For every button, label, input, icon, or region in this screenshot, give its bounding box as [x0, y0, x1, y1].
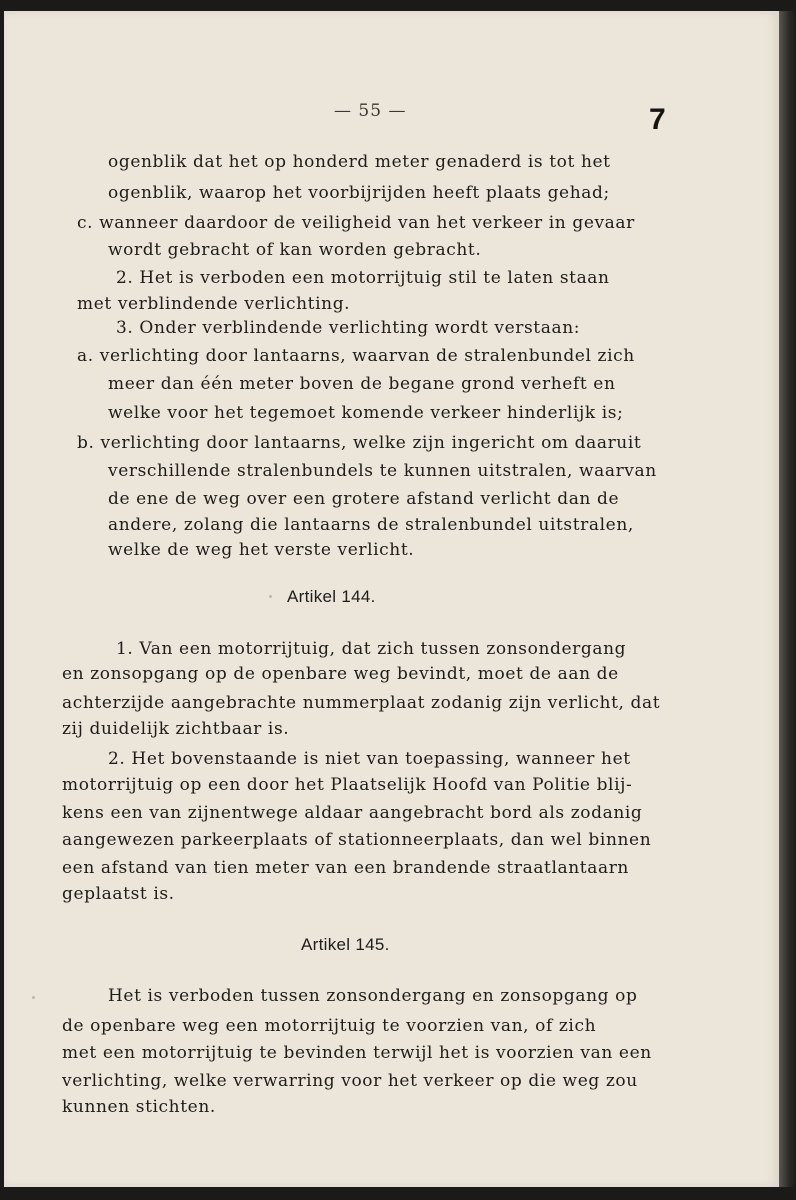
article-144-heading: Artikel 144. — [287, 587, 376, 606]
body-line: de ene de weg over een grotere afstand verlicht dan de — [108, 489, 620, 509]
article-145-line: Het is verboden tussen zonsondergang en zonsopgang op — [108, 986, 638, 1006]
body-line: c. wanneer daardoor de veiligheid van het verkeer in gevaar — [77, 213, 635, 233]
body-line: 2. Het is verboden een motorrijtuig stil te laten staan — [116, 268, 610, 288]
book-page — [4, 11, 779, 1187]
body-line: b. verlichting door lantaarns, welke zijn ingericht om daaruit — [77, 433, 642, 453]
article-145-heading: Artikel 145. — [301, 935, 390, 954]
body-line: met verblindende verlichting. — [77, 294, 351, 314]
article-144-line: geplaatst is. — [62, 884, 175, 904]
signature-mark: 7 — [649, 103, 666, 136]
body-line: welke voor het tegemoet komende verkeer hinderlijk is; — [108, 403, 624, 423]
paper-speck — [269, 595, 272, 598]
body-line: wordt gebracht of kan worden gebracht. — [108, 240, 482, 260]
page-number: — 55 — — [334, 101, 407, 121]
article-144-line: zij duidelijk zichtbaar is. — [62, 719, 290, 739]
body-line: ogenblik dat het op honderd meter genaderd is tot het — [108, 152, 611, 172]
body-line: a. verlichting door lantaarns, waarvan de stralenbundel zich — [77, 346, 635, 366]
body-line: verschillende stralenbundels te kunnen uitstralen, waarvan — [108, 461, 657, 481]
article-144-line: 2. Het bovenstaande is niet van toepassing, wanneer het — [108, 749, 631, 769]
article-144-line: een afstand van tien meter van een brandende straatlantaarn — [62, 858, 629, 878]
body-line: welke de weg het verste verlicht. — [108, 540, 415, 560]
body-line: 3. Onder verblindende verlichting wordt verstaan: — [116, 318, 581, 338]
article-144-line: achterzijde aangebrachte nummerplaat zodanig zijn verlicht, dat — [62, 693, 661, 713]
paper-speck — [32, 996, 35, 999]
article-145-line: met een motorrijtuig te bevinden terwijl het is voorzien van een — [62, 1043, 652, 1063]
article-144-line: 1. Van een motorrijtuig, dat zich tussen zonsondergang — [116, 639, 627, 659]
article-144-line: en zonsopgang op de openbare weg bevindt, moet de aan de — [62, 664, 619, 684]
article-144-line: motorrijtuig op een door het Plaatselijk Hoofd van Politie blij- — [62, 775, 633, 795]
body-line: andere, zolang die lantaarns de stralenbundel uitstralen, — [108, 515, 634, 535]
page-edge-shadow — [779, 11, 796, 1187]
article-145-line: de openbare weg een motorrijtuig te voorzien van, of zich — [62, 1016, 597, 1036]
article-145-line: verlichting, welke verwarring voor het verkeer op die weg zou — [62, 1071, 638, 1091]
article-144-line: aangewezen parkeerplaats of stationneerplaats, dan wel binnen — [62, 830, 652, 850]
body-line: ogenblik, waarop het voorbijrijden heeft plaats gehad; — [108, 183, 610, 203]
article-144-line: kens een van zijnentwege aldaar aangebracht bord als zodanig — [62, 803, 643, 823]
body-line: meer dan één meter boven de begane grond verheft en — [108, 374, 616, 394]
article-145-line: kunnen stichten. — [62, 1097, 216, 1117]
